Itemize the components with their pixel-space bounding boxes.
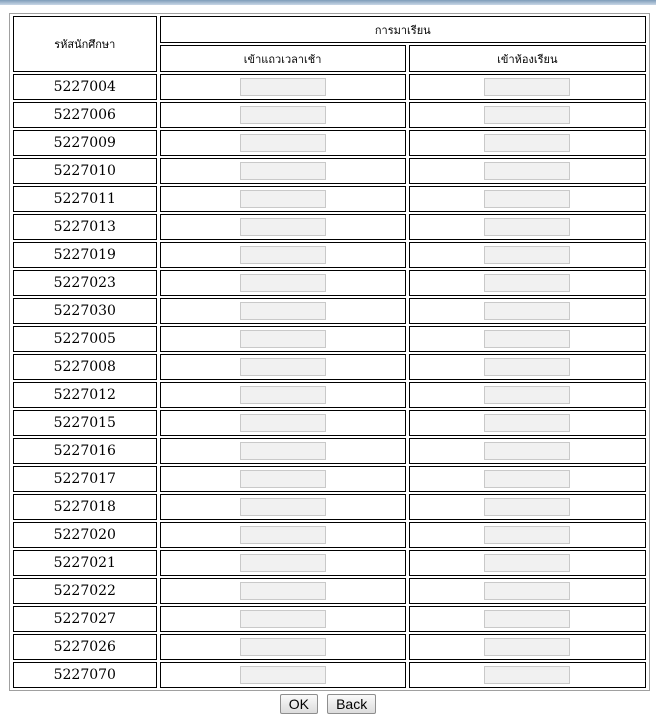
table-row (13, 214, 646, 240)
classroom-input[interactable] (484, 470, 570, 488)
student-id-cell: 5227019 (13, 242, 157, 268)
attendance-table (9, 13, 650, 691)
table-row (13, 634, 646, 660)
classroom-cell (409, 74, 646, 100)
morning-line-input[interactable] (240, 274, 326, 292)
morning-line-cell (160, 550, 406, 576)
morning-line-cell (160, 270, 406, 296)
classroom-input[interactable] (484, 526, 570, 544)
classroom-cell (409, 270, 646, 296)
classroom-cell (409, 354, 646, 380)
morning-line-cell (160, 522, 406, 548)
morning-line-cell (160, 634, 406, 660)
student-id-cell: 5227005 (13, 326, 157, 352)
table-row (13, 74, 646, 100)
student-id-cell: 5227004 (13, 74, 157, 100)
morning-line-cell (160, 662, 406, 688)
morning-line-input[interactable] (240, 246, 326, 264)
classroom-input[interactable] (484, 666, 570, 684)
student-id-cell: 5227017 (13, 466, 157, 492)
classroom-cell (409, 298, 646, 324)
table-row (13, 298, 646, 324)
classroom-input[interactable] (484, 162, 570, 180)
morning-line-input[interactable] (240, 190, 326, 208)
morning-line-input[interactable] (240, 358, 326, 376)
table-row (13, 578, 646, 604)
student-id-cell: 5227018 (13, 494, 157, 520)
student-rows (13, 74, 646, 688)
table-row (13, 606, 646, 632)
classroom-input[interactable] (484, 610, 570, 628)
classroom-cell (409, 186, 646, 212)
morning-line-cell (160, 214, 406, 240)
morning-line-cell (160, 326, 406, 352)
classroom-input[interactable] (484, 218, 570, 236)
morning-line-cell (160, 158, 406, 184)
classroom-cell (409, 634, 646, 660)
morning-line-input[interactable] (240, 582, 326, 600)
table-row (13, 466, 646, 492)
classroom-cell (409, 102, 646, 128)
morning-line-input[interactable] (240, 106, 326, 124)
table-row (13, 270, 646, 296)
morning-line-input[interactable] (240, 414, 326, 432)
table-row (13, 382, 646, 408)
classroom-input[interactable] (484, 330, 570, 348)
classroom-cell (409, 662, 646, 688)
classroom-cell (409, 550, 646, 576)
morning-line-input[interactable] (240, 442, 326, 460)
classroom-input[interactable] (484, 106, 570, 124)
morning-line-input[interactable] (240, 638, 326, 656)
morning-line-input[interactable] (240, 526, 326, 544)
student-id-cell: 5227013 (13, 214, 157, 240)
table-row (13, 494, 646, 520)
student-id-cell: 5227026 (13, 634, 157, 660)
morning-line-input[interactable] (240, 386, 326, 404)
morning-line-cell (160, 186, 406, 212)
morning-line-input[interactable] (240, 218, 326, 236)
student-id-cell: 5227009 (13, 130, 157, 156)
student-id-cell: 5227027 (13, 606, 157, 632)
table-row (13, 158, 646, 184)
classroom-cell (409, 130, 646, 156)
table-row (13, 130, 646, 156)
button-bar (0, 694, 656, 714)
student-id-header: รหัสนักศึกษา (13, 16, 157, 72)
student-id-cell: 5227011 (13, 186, 157, 212)
student-id-cell: 5227070 (13, 662, 157, 688)
back-button[interactable]: Back (327, 694, 376, 714)
classroom-cell (409, 410, 646, 436)
student-id-cell: 5227015 (13, 410, 157, 436)
morning-line-input[interactable] (240, 302, 326, 320)
table-row (13, 102, 646, 128)
morning-line-cell (160, 242, 406, 268)
ok-button[interactable]: OK (280, 694, 318, 714)
classroom-cell (409, 158, 646, 184)
student-id-cell: 5227008 (13, 354, 157, 380)
morning-line-cell (160, 438, 406, 464)
morning-line-cell (160, 382, 406, 408)
morning-line-cell (160, 410, 406, 436)
table-row (13, 550, 646, 576)
classroom-input[interactable] (484, 582, 570, 600)
morning-line-cell (160, 354, 406, 380)
morning-line-header: เข้าแถวเวลาเช้า (160, 45, 406, 72)
classroom-cell (409, 438, 646, 464)
classroom-cell (409, 494, 646, 520)
morning-line-input[interactable] (240, 554, 326, 572)
morning-line-input[interactable] (240, 610, 326, 628)
morning-line-input[interactable] (240, 330, 326, 348)
student-id-cell: 5227020 (13, 522, 157, 548)
morning-line-cell (160, 74, 406, 100)
student-id-cell: 5227023 (13, 270, 157, 296)
classroom-input[interactable] (484, 386, 570, 404)
morning-line-cell (160, 466, 406, 492)
morning-line-input[interactable] (240, 78, 326, 96)
student-id-cell: 5227021 (13, 550, 157, 576)
table-row (13, 354, 646, 380)
morning-line-input[interactable] (240, 134, 326, 152)
student-id-cell: 5227006 (13, 102, 157, 128)
table-row (13, 662, 646, 688)
morning-line-cell (160, 494, 406, 520)
student-id-cell: 5227030 (13, 298, 157, 324)
classroom-input[interactable] (484, 638, 570, 656)
classroom-input[interactable] (484, 302, 570, 320)
table-row (13, 242, 646, 268)
student-id-cell: 5227022 (13, 578, 157, 604)
morning-line-cell (160, 130, 406, 156)
attendance-header: การมาเรียน (160, 16, 646, 43)
classroom-cell (409, 382, 646, 408)
classroom-cell (409, 466, 646, 492)
classroom-input[interactable] (484, 498, 570, 516)
classroom-input[interactable] (484, 78, 570, 96)
classroom-input[interactable] (484, 134, 570, 152)
classroom-cell (409, 522, 646, 548)
classroom-input[interactable] (484, 358, 570, 376)
morning-line-input[interactable] (240, 498, 326, 516)
classroom-cell (409, 578, 646, 604)
table-row (13, 522, 646, 548)
table-row (13, 410, 646, 436)
classroom-input[interactable] (484, 554, 570, 572)
morning-line-cell (160, 102, 406, 128)
morning-line-cell (160, 578, 406, 604)
morning-line-cell (160, 298, 406, 324)
morning-line-cell (160, 606, 406, 632)
classroom-cell (409, 326, 646, 352)
classroom-input[interactable] (484, 442, 570, 460)
window-top-edge (0, 0, 656, 5)
student-id-cell: 5227012 (13, 382, 157, 408)
classroom-cell (409, 242, 646, 268)
classroom-input[interactable] (484, 414, 570, 432)
table-row (13, 438, 646, 464)
classroom-cell (409, 606, 646, 632)
table-row (13, 186, 646, 212)
classroom-cell (409, 214, 646, 240)
morning-line-input[interactable] (240, 162, 326, 180)
classroom-header: เข้าห้องเรียน (409, 45, 646, 72)
morning-line-input[interactable] (240, 470, 326, 488)
classroom-input[interactable] (484, 246, 570, 264)
classroom-input[interactable] (484, 274, 570, 292)
student-id-cell: 5227016 (13, 438, 157, 464)
morning-line-input[interactable] (240, 666, 326, 684)
student-id-cell: 5227010 (13, 158, 157, 184)
table-row (13, 326, 646, 352)
classroom-input[interactable] (484, 190, 570, 208)
